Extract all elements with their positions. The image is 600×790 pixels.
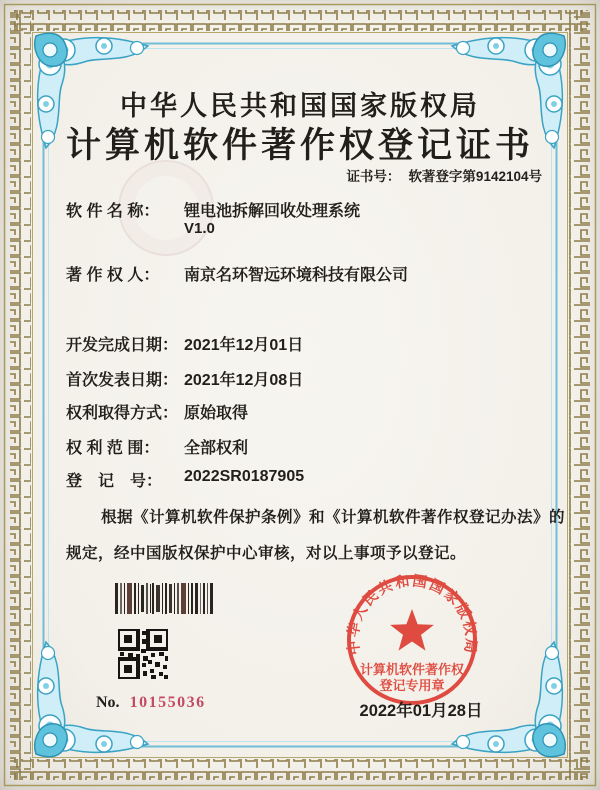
field-value: 2021年12月08日 xyxy=(184,372,304,389)
field-value: 原始取得 xyxy=(184,405,249,422)
issue-date: 2022年01月28日 xyxy=(359,702,483,720)
field-registration-number xyxy=(66,468,304,491)
field-value: 全部权利 xyxy=(184,440,249,457)
field-dev-completion-date xyxy=(66,332,303,355)
statement-line-1: 根据《计算机软件保护条例》和《计算机软件著作权登记办法》的 xyxy=(101,509,566,526)
field-label: 权 利 范 围： xyxy=(66,440,160,457)
software-version: V1.0 xyxy=(184,220,215,237)
seal-star-icon xyxy=(390,609,434,651)
field-rights-scope xyxy=(66,435,248,458)
field-label: 权利取得方式： xyxy=(66,405,179,422)
field-label: 首次发表日期： xyxy=(66,372,179,389)
certificate-number-line xyxy=(346,165,542,185)
field-value: 2021年12月01日 xyxy=(184,337,304,354)
field-value: 南京名环智远环境科技有限公司 xyxy=(184,267,409,284)
field-label: 著 作 权 人： xyxy=(66,267,160,284)
serial-number: 10155036 xyxy=(129,694,206,711)
seal-ring-text: 中华人民共和国国家版权局 xyxy=(345,573,479,656)
seal-text-line2: 登记专用章 xyxy=(379,678,445,693)
field-value: 锂电池拆解回收处理系统 xyxy=(184,203,361,220)
field-copyright-owner xyxy=(66,262,408,285)
statement-line-2: 规定，经中国版权保护中心审核，对以上事项予以登记。 xyxy=(66,545,467,562)
field-rights-acquisition xyxy=(66,400,248,423)
field-first-publication-date xyxy=(66,367,303,390)
field-label: 登 记 号： xyxy=(66,473,163,490)
certificate-number-label: 证书号： xyxy=(346,169,401,184)
field-software-name xyxy=(66,198,360,221)
field-value: 2022SR0187905 xyxy=(184,468,305,485)
qr-code xyxy=(118,629,168,684)
certificate-title: 计算机软件著作权登记证书 xyxy=(65,126,534,165)
official-seal xyxy=(344,572,480,713)
seal-text-line1: 计算机软件著作权 xyxy=(359,662,465,677)
serial-label: No. xyxy=(96,694,120,711)
field-label: 开发完成日期： xyxy=(66,337,179,354)
certificate-number-value: 软著登字第9142104号 xyxy=(408,169,542,184)
authority-title: 中华人民共和国国家版权局 xyxy=(120,91,480,121)
serial-number-line xyxy=(96,694,206,712)
barcode xyxy=(115,583,213,619)
field-label: 软 件 名 称： xyxy=(66,203,160,220)
